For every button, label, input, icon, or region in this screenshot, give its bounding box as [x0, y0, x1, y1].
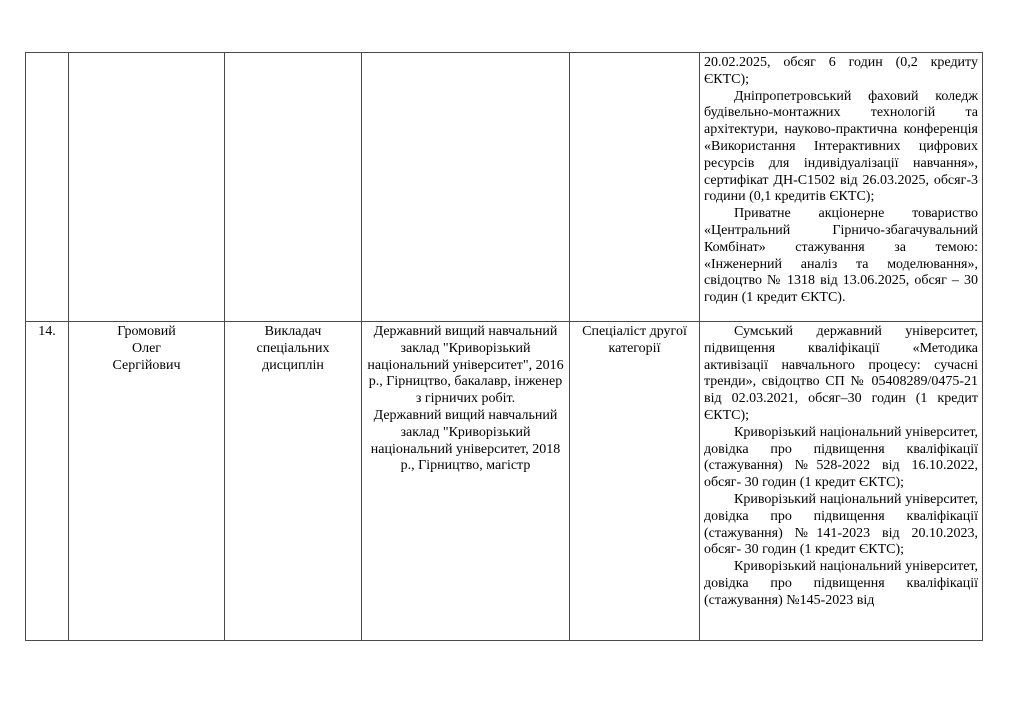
cell-name — [69, 53, 225, 322]
cell-name — [69, 322, 225, 641]
qualifications-table — [25, 52, 983, 641]
qualification-paragraph: Дніпропетровський фаховий коледж будівельно-монтажних технологій та архітектури, науково-практична конференція «Використання Інтерактивних цифрових ресурсів для індивідуалізації навчання», сертифікат ДН-С1502 від 26.03.2025, обсяг-3 години (0,1 кредитів ЄКТС); — [704, 88, 978, 205]
qualification-paragraph: Приватне акціонерне товариство «Центральний Гірничо-збагачувальний Комбінат» стажування за темою: «Інженерний аналіз та моделювання», свідоцтво № 1318 від 13.06.2025, обсяг – 30 годин (1 кредит ЄКТС). — [704, 206, 978, 306]
category-label: Спеціаліст другої категорії — [582, 324, 687, 356]
cell-number — [26, 53, 69, 322]
qualification-paragraph: 20.02.2025, обсяг 6 годин (0,2 кредиту ЄКТС); — [704, 55, 978, 87]
qualification-paragraph: Криворізький національний університет, довідка про підвищення кваліфікації (стажування) №528-2022 від 16.10.2022, обсяг- 30 годин (1 кредит ЄКТС); — [704, 424, 978, 491]
table-row-14 — [26, 322, 983, 641]
qualification-paragraph: Криворізький національний університет, довідка про підвищення кваліфікації (стажування) №141-2023 від 20.10.2023, обсяг- 30 годин (1 кредит ЄКТС); — [704, 491, 978, 558]
name-line: Сергійович — [112, 357, 181, 373]
table-row-continuation — [26, 53, 983, 322]
cell-category — [570, 53, 700, 322]
position-line: спеціальних — [256, 340, 330, 356]
qualification-paragraph: Криворізький національний університет, довідка про підвищення кваліфікації (стажування) №145-2023 від — [704, 559, 978, 608]
position-line: Викладач — [264, 324, 322, 339]
cell-position — [225, 53, 362, 322]
education-paragraph: Державний вищий навчальний заклад "Криворізький національний університет", 2016 р., Гірництво, бакалавр, інженер з гірничих робіт. — [367, 324, 564, 407]
cell-education — [362, 53, 570, 322]
cell-number — [26, 322, 69, 641]
position-line: дисциплін — [262, 357, 324, 373]
row-number: 14. — [38, 324, 56, 339]
qualification-paragraph: Сумський державний університет, підвищення кваліфікації «Методика активізації навчального процесу: сучасні тренди», свідоцтво СП № 05408289/0475-21 від 02.03.2021, обсяг–30 годин (1 кредит ЄКТС); — [704, 324, 978, 423]
cell-qualifications — [700, 322, 983, 641]
cell-education — [362, 322, 570, 641]
education-paragraph: Державний вищий навчальний заклад "Криворізький національний університет, 2018 р., Гірництво, магістр — [370, 407, 561, 474]
cell-qualifications — [700, 53, 983, 322]
cell-category — [570, 322, 700, 641]
name-line: Олег — [131, 340, 162, 356]
cell-position — [225, 322, 362, 641]
name-line: Громовий — [117, 324, 176, 339]
